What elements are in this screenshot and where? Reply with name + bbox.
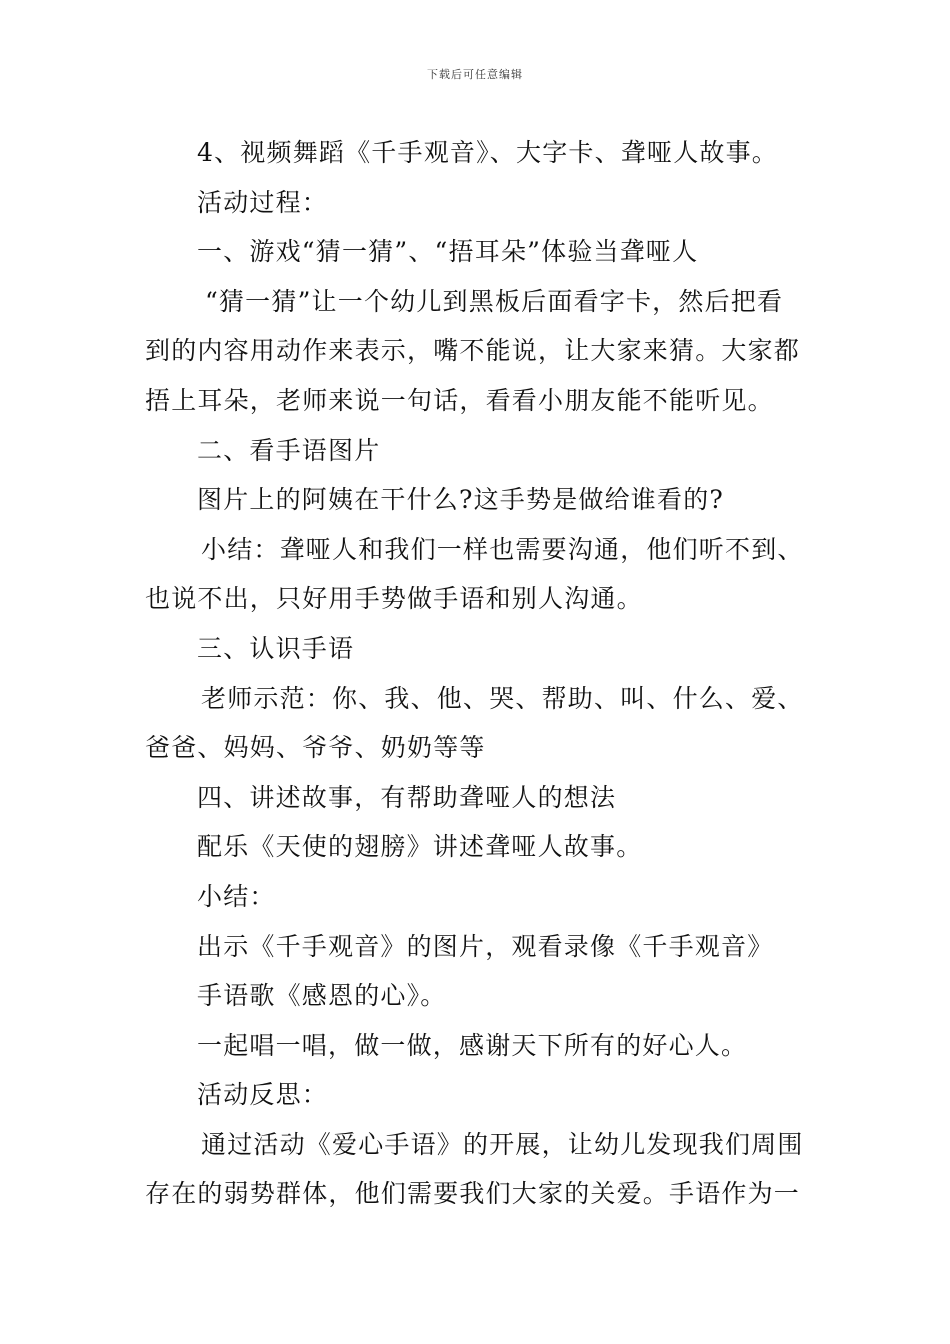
paragraph-line: 一起唱一唱，做一做，感谢天下所有的好心人。	[197, 1030, 748, 1060]
paragraph-line: 配乐《天使的翅膀》讲述聋哑人故事。	[197, 832, 643, 862]
summary-line: 小结：聋哑人和我们一样也需要沟通，他们听不到、	[201, 534, 804, 564]
paragraph-line: 爸爸、妈妈、爷爷、奶奶等等	[145, 733, 486, 763]
paragraph-line: 出示《千手观音》的图片，观看录像《千手观音》	[197, 931, 774, 961]
paragraph-line: 老师示范：你、我、他、哭、帮助、叫、什么、爱、	[201, 683, 804, 713]
paragraph-line: “猜一猜”让一个幼儿到黑板后面看字卡，然后把看	[205, 286, 784, 316]
summary-heading: 小结：	[197, 881, 276, 911]
section-heading-process: 活动过程：	[197, 187, 329, 217]
step-1-heading: 一、游戏“猜一猜”、“捂耳朵”体验当聋哑人	[197, 237, 699, 267]
paragraph-line: 图片上的阿姨在干什么?这手势是做给谁看的?	[197, 485, 725, 515]
section-heading-reflection: 活动反思：	[197, 1080, 329, 1110]
paragraph-line: 手语歌《感恩的心》。	[197, 981, 447, 1011]
materials-item-4: 4、视频舞蹈《千手观音》、大字卡、聋哑人故事。	[197, 138, 779, 167]
document-body	[145, 128, 810, 1219]
step-3-heading: 三、认识手语	[197, 633, 355, 663]
paragraph-line: 到的内容用动作来表示，嘴不能说，让大家来猜。大家都	[145, 336, 801, 366]
paragraph-line: 捂上耳朵，老师来说一句话，看看小朋友能不能听见。	[145, 385, 774, 415]
page-header: 下载后可任意编辑	[427, 68, 523, 81]
step-4-heading: 四、讲述故事，有帮助聋哑人的想法	[197, 782, 617, 812]
paragraph-line: 通过活动《爱心手语》的开展，让幼儿发现我们周围	[201, 1129, 804, 1159]
paragraph-line: 存在的弱势群体，他们需要我们大家的关爱。手语作为一	[145, 1179, 801, 1209]
paragraph-line: 也说不出，只好用手势做手语和别人沟通。	[145, 584, 643, 614]
step-2-heading: 二、看手语图片	[197, 435, 381, 465]
